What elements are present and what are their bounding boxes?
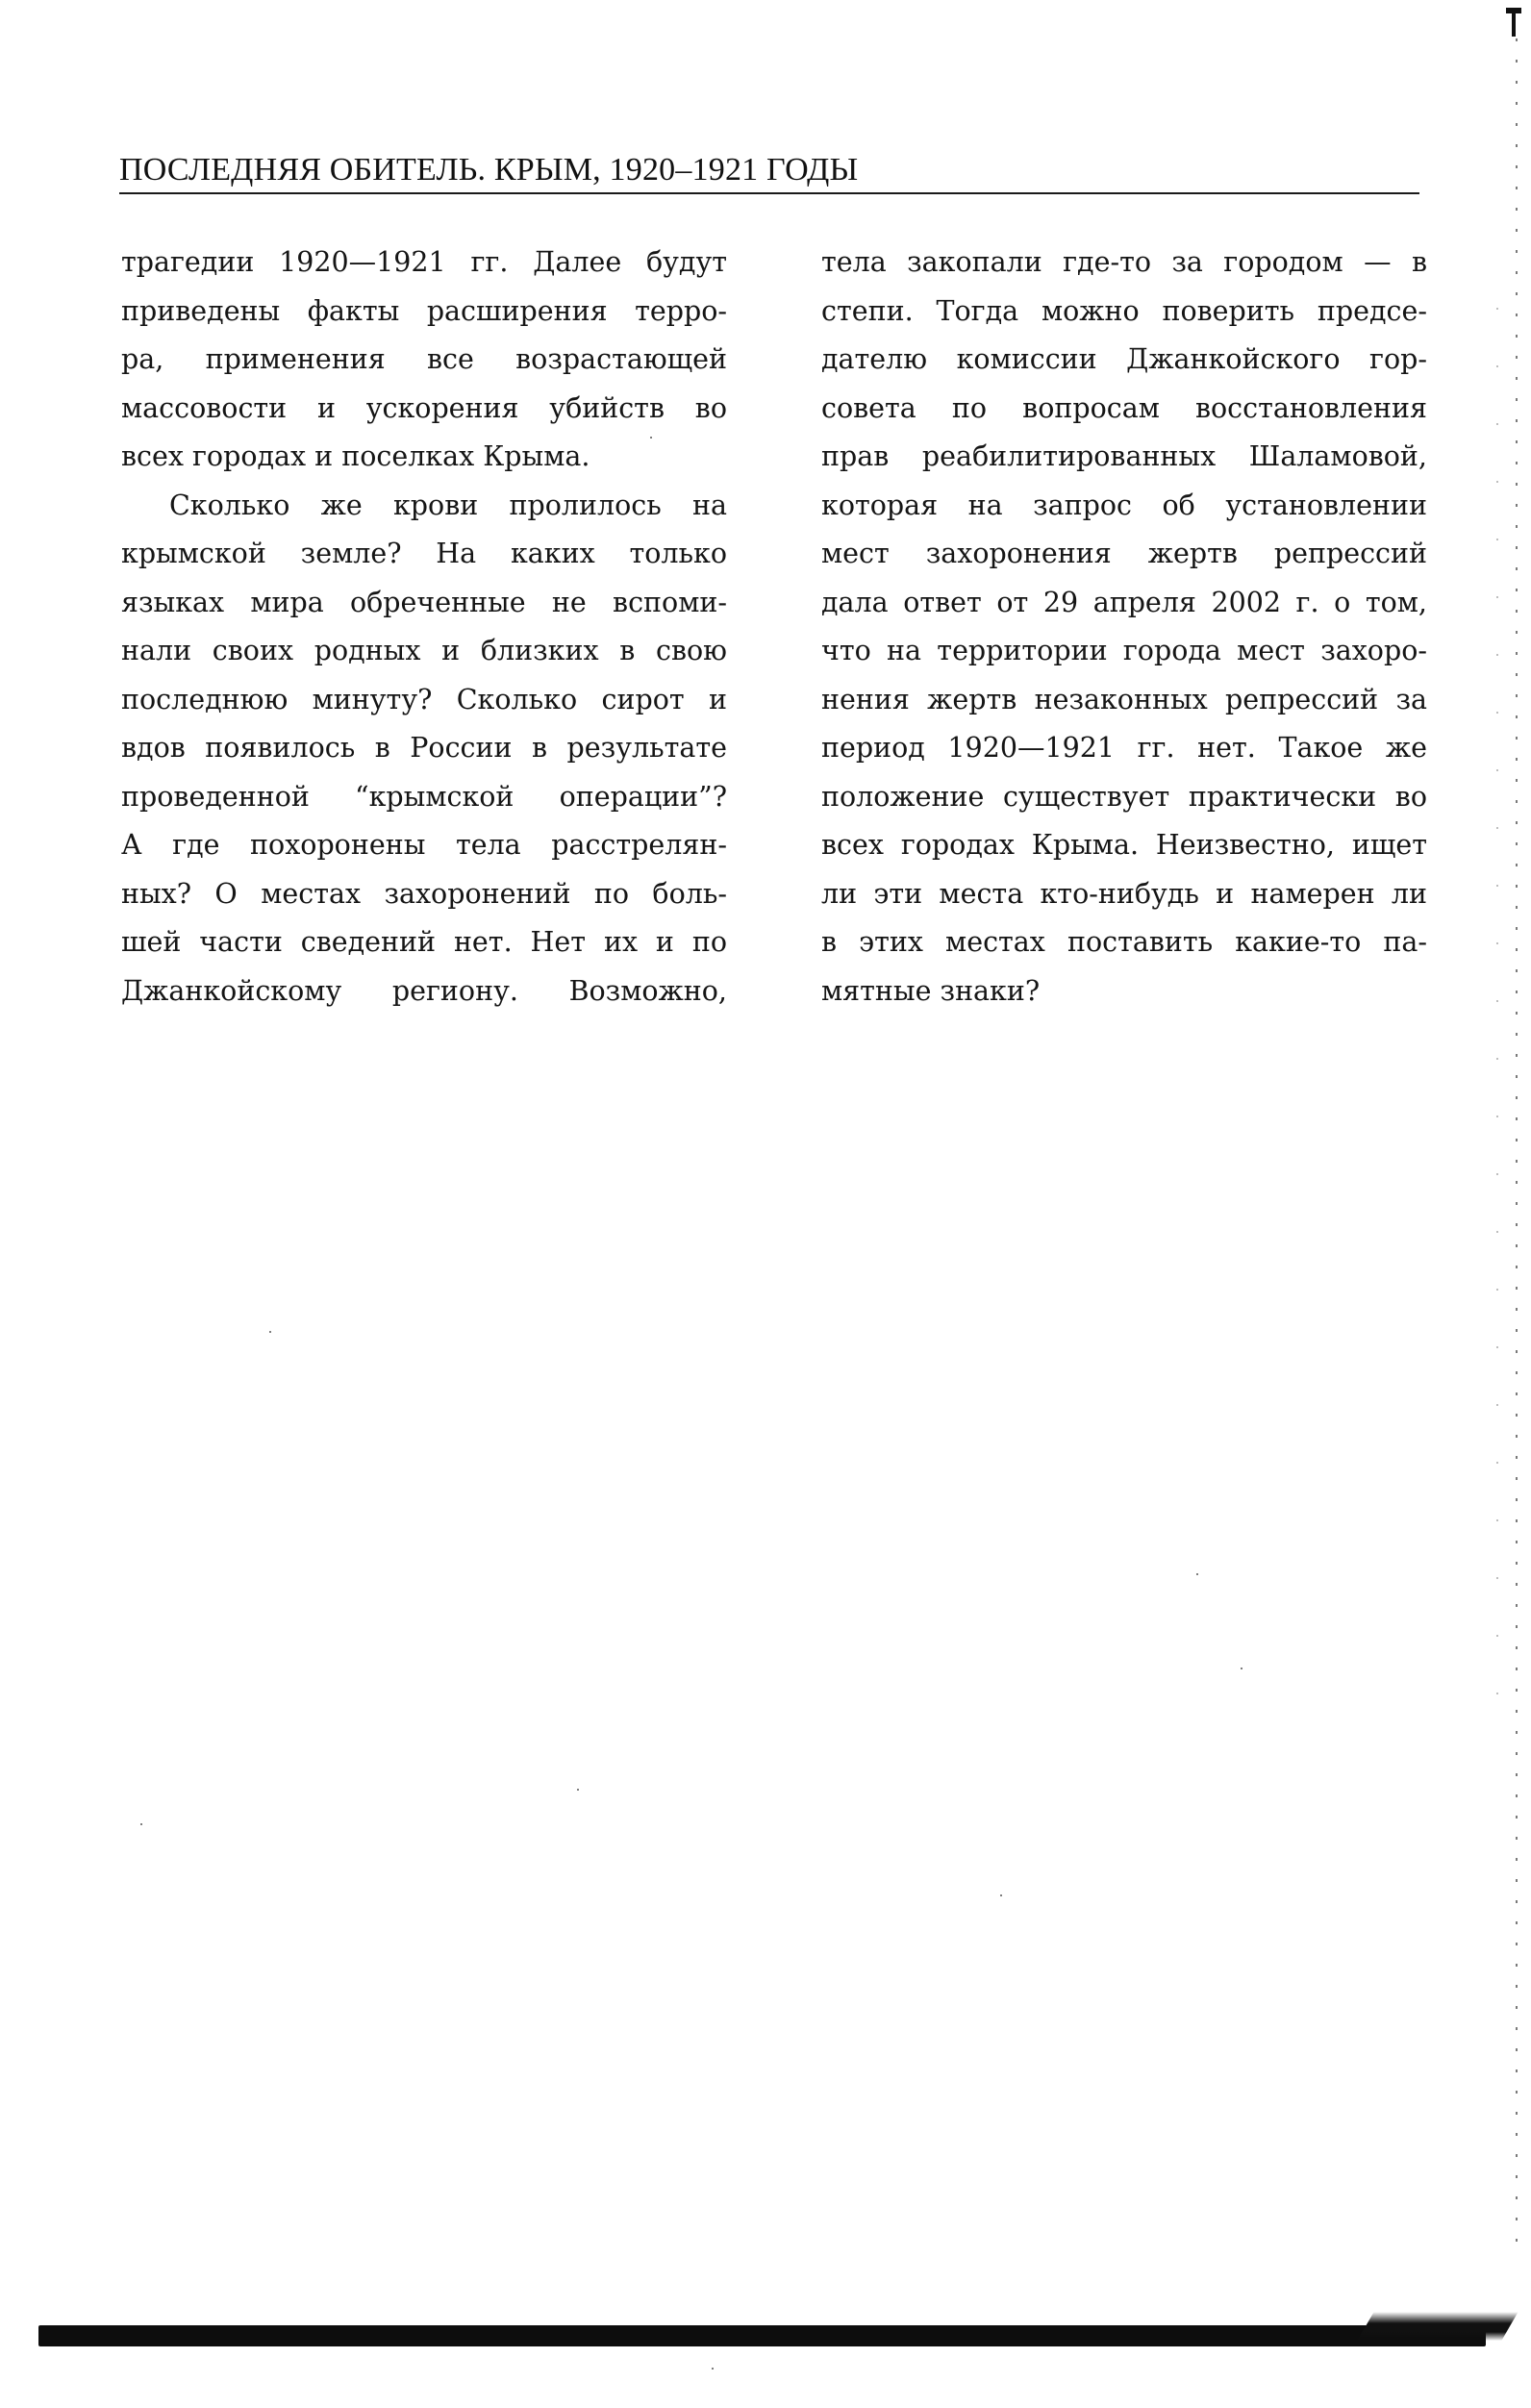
scan-speck [140, 1823, 142, 1825]
paragraph [121, 482, 727, 1016]
text-line: массовости и ускорения убийств во [121, 391, 727, 424]
scan-edge-noise-secondary [1496, 308, 1498, 1750]
text-line: последнюю минуту? Сколько сирот и [121, 683, 727, 715]
text-line: мятные знаки? [821, 974, 1041, 1007]
scan-speck [650, 437, 652, 439]
scan-border-tail [1357, 2312, 1518, 2341]
right-column [821, 238, 1427, 1016]
text-line: языках мира обреченные не вспоми- [121, 586, 727, 618]
text-line: положение существует практически во [821, 780, 1427, 813]
text-line: ли эти места кто-нибудь и намерен ли [821, 877, 1427, 910]
text-line: мест захоронения жертв репрессий [821, 538, 1427, 569]
text-line: период 1920—1921 гг. нет. Такое же [821, 732, 1427, 764]
text-line: которая на запрос об установлении [821, 489, 1427, 521]
scan-border-bar [38, 2325, 1486, 2346]
text-line: прав реабилитированных Шаламовой, [821, 440, 1427, 472]
paragraph-continued [121, 238, 727, 482]
text-line: всех городах Крыма. Неизвестно, ищет [821, 829, 1427, 861]
text-line: приведены факты расширения терро- [121, 294, 727, 327]
text-line: шей части сведений нет. Нет их и по [121, 926, 727, 958]
scan-speck [712, 2368, 714, 2370]
text-line: трагедии 1920—1921 гг. Далее будут [121, 246, 727, 278]
text-line: крымской земле? На каких только [121, 538, 727, 569]
running-title: ПОСЛЕДНЯЯ ОБИТЕЛЬ. КРЫМ, 1920–1921 ГОДЫ [119, 152, 859, 188]
text-line: дала ответ от 29 апреля 2002 г. о том, [821, 586, 1427, 618]
scan-edge-noise [1516, 38, 1518, 2250]
scan-speck [1196, 1573, 1198, 1575]
text-line: что на территории города мест захоро- [821, 635, 1427, 666]
text-line: нения жертв незаконных репрессий за [821, 683, 1427, 715]
paragraph [821, 238, 1427, 1016]
text-line: совета по вопросам восстановления [821, 391, 1427, 424]
scan-edge-mark [1506, 8, 1521, 37]
scan-speck [1000, 1894, 1002, 1896]
left-column [121, 238, 727, 1016]
scan-speck [269, 1331, 271, 1333]
text-line: тела закопали где-то за городом — в [821, 246, 1427, 278]
text-line: ра, применения все возрастающей [121, 343, 727, 375]
text-line: нали своих родных и близких в свою [121, 635, 727, 666]
running-header [119, 144, 1419, 194]
text-line: степи. Тогда можно поверить предсе- [821, 294, 1427, 327]
text-line: в этих местах поставить какие-то па- [821, 926, 1427, 958]
text-line: проведенной “крымской операции”? [121, 780, 727, 813]
text-line: дателю комиссии Джанкойского гор- [821, 343, 1427, 375]
scan-speck [577, 1789, 579, 1791]
text-line: Джанкойскому региону. Возможно, [121, 974, 727, 1007]
scan-speck [1241, 1668, 1242, 1669]
text-line: всех городах и поселках Крыма. [121, 440, 590, 472]
text-line: А где похоронены тела расстрелян- [121, 829, 727, 861]
text-line: ных? О местах захоронений по боль- [121, 877, 727, 910]
text-line: вдов появилось в России в результате [121, 732, 727, 764]
text-line: Сколько же крови пролилось на [169, 489, 727, 521]
